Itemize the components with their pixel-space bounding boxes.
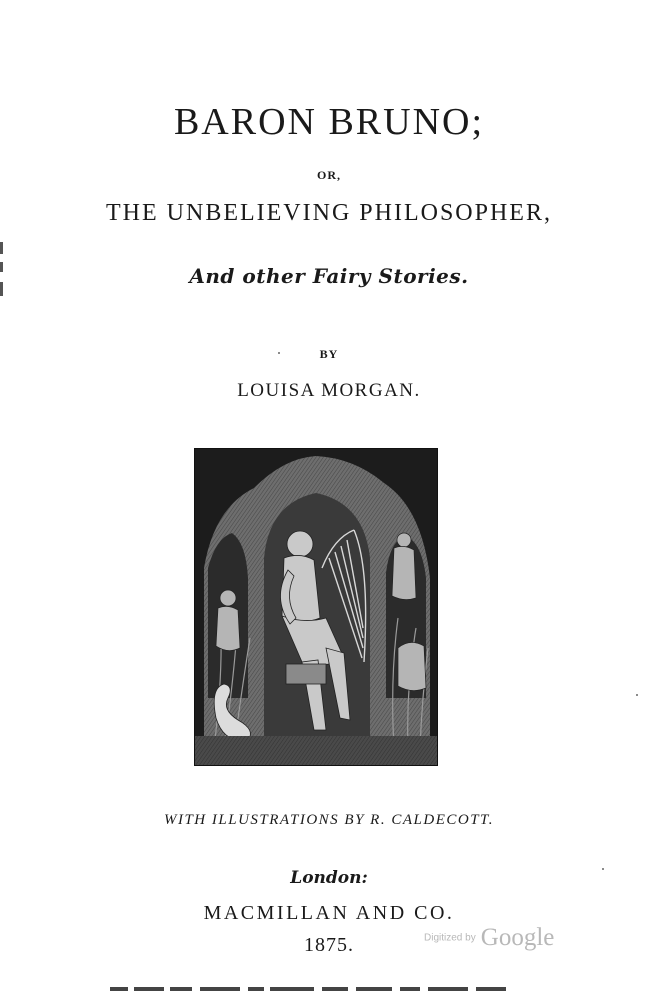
subtitle-blackletter: And other Fairy Stories. (189, 264, 469, 288)
digitized-watermark (424, 924, 554, 952)
watermark-prefix: Digitized by (424, 932, 476, 944)
by-line: BY (319, 347, 339, 361)
illustration-credit: WITH ILLUSTRATIONS BY R. CALDECOTT. (163, 812, 495, 828)
author-name: LOUISA MORGAN. (237, 380, 421, 401)
cut-off-text-fragment (110, 986, 520, 992)
title-connector: OR, (317, 168, 341, 182)
book-subtitle: THE UNBELIEVING PHILOSOPHER, (106, 200, 552, 226)
watermark-brand: Google (480, 924, 555, 951)
publication-year: 1875. (304, 934, 354, 956)
publisher-city: London: (290, 868, 368, 888)
margin-mark (0, 242, 3, 254)
book-title: BARON BRUNO; (173, 101, 485, 143)
ink-dot (636, 694, 638, 696)
publisher-name: MACMILLAN AND CO. (203, 902, 455, 924)
engraving-harpist-in-grotto-icon (194, 448, 438, 766)
